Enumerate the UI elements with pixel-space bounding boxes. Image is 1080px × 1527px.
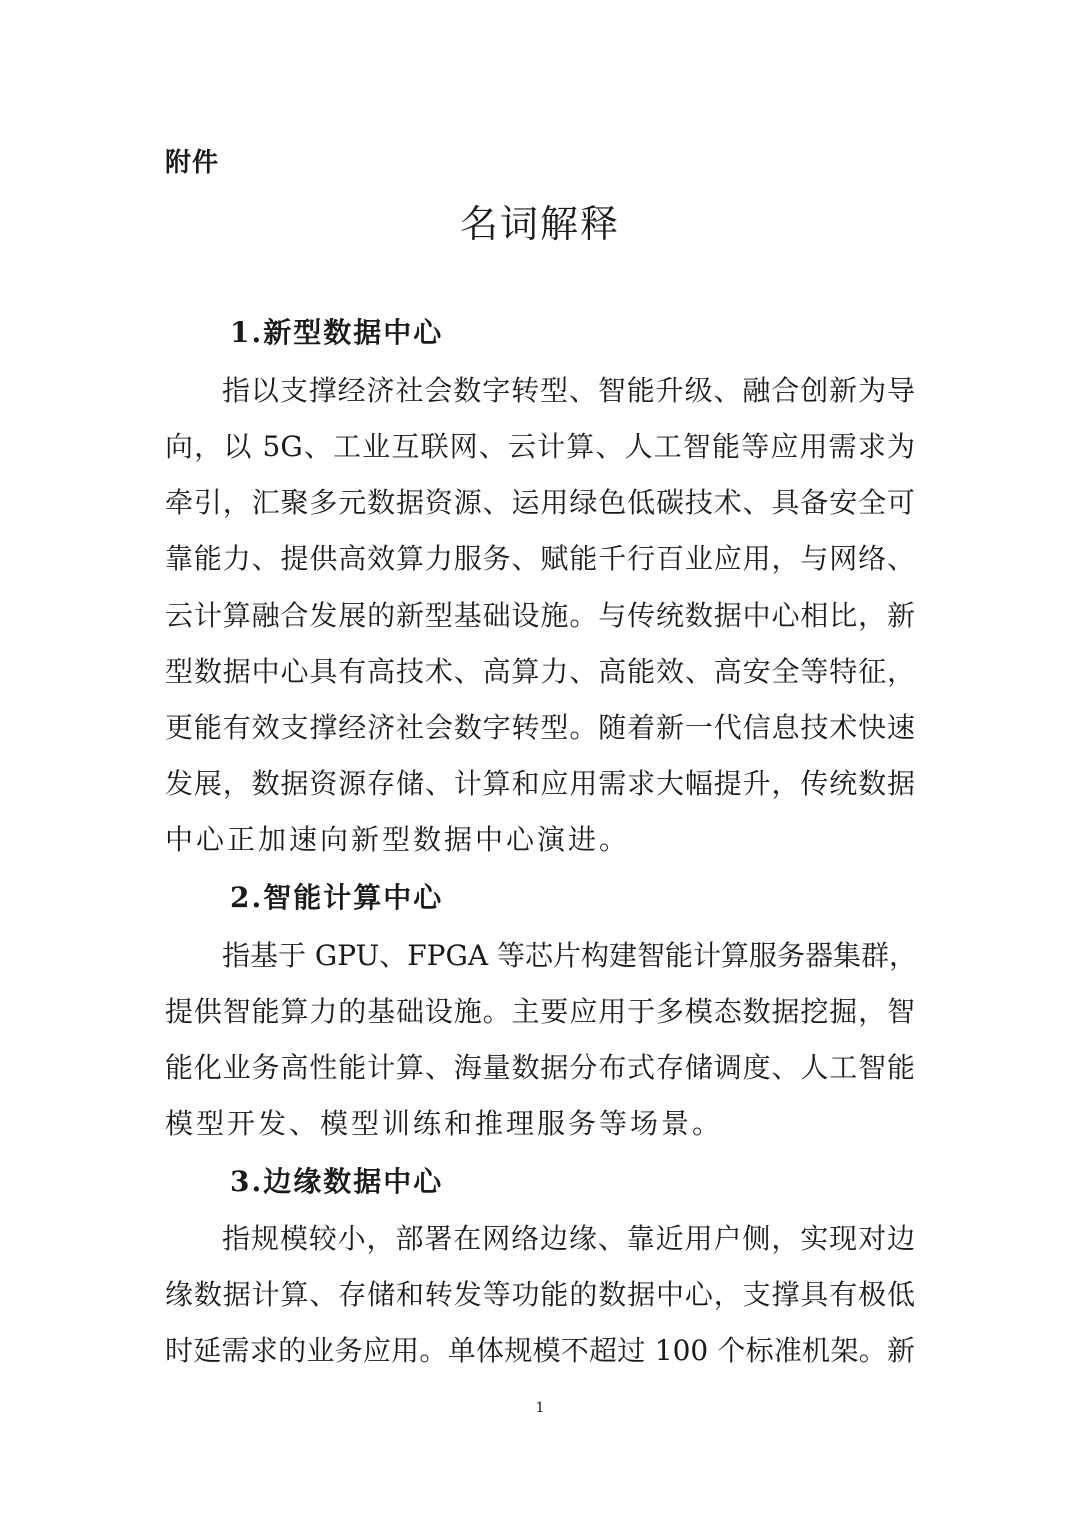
- paragraph-line: 指规模较小，部署在网络边缘、靠近用户侧，实现对边: [222, 1222, 915, 1255]
- paragraph-line: 发展，数据资源存储、计算和应用需求大幅提升，传统数据: [165, 767, 915, 800]
- paragraph-line: 型数据中心具有高技术、高算力、高能效、高安全等特征，: [165, 655, 915, 688]
- paragraph-line: 向，以 5G、工业互联网、云计算、人工智能等应用需求为: [165, 430, 915, 463]
- paragraph-line: 靠能力、提供高效算力服务、赋能千行百业应用，与网络、: [165, 542, 915, 575]
- paragraph-line: 提供智能算力的基础设施。主要应用于多模态数据挖掘，智: [165, 995, 915, 1028]
- paragraph-line: 中心正加速向新型数据中心演进。: [165, 823, 631, 856]
- paragraph-line: 云计算融合发展的新型基础设施。与传统数据中心相比，新: [165, 599, 915, 632]
- attachment-label: 附件: [165, 148, 220, 178]
- paragraph-line: 牵引，汇聚多元数据资源、运用绿色低碳技术、具备安全可: [165, 486, 915, 519]
- paragraph-line: 缘数据计算、存储和转发等功能的数据中心，支撑具有极低: [165, 1278, 915, 1311]
- paragraph-line: 更能有效支撑经济社会数字转型。随着新一代信息技术快速: [165, 711, 915, 744]
- paragraph-line: 指以支撑经济社会数字转型、智能升级、融合创新为导: [222, 374, 915, 407]
- section-heading-1: 1.新型数据中心: [230, 316, 444, 349]
- paragraph-line: 时延需求的业务应用。单体规模不超过 100 个标准机架。新: [165, 1334, 915, 1367]
- page-number: 1: [535, 1400, 545, 1416]
- paragraph-line: 能化业务高性能计算、海量数据分布式存储调度、人工智能: [165, 1051, 915, 1084]
- paragraph-line: 指基于 GPU、FPGA 等芯片构建智能计算服务器集群，: [222, 939, 917, 972]
- section-heading-2: 2.智能计算中心: [230, 881, 444, 914]
- paragraph-line: 模型开发、模型训练和推理服务等场景。: [165, 1107, 724, 1140]
- section-heading-3: 3.边缘数据中心: [230, 1165, 444, 1198]
- document-title: 名词解释: [459, 202, 620, 246]
